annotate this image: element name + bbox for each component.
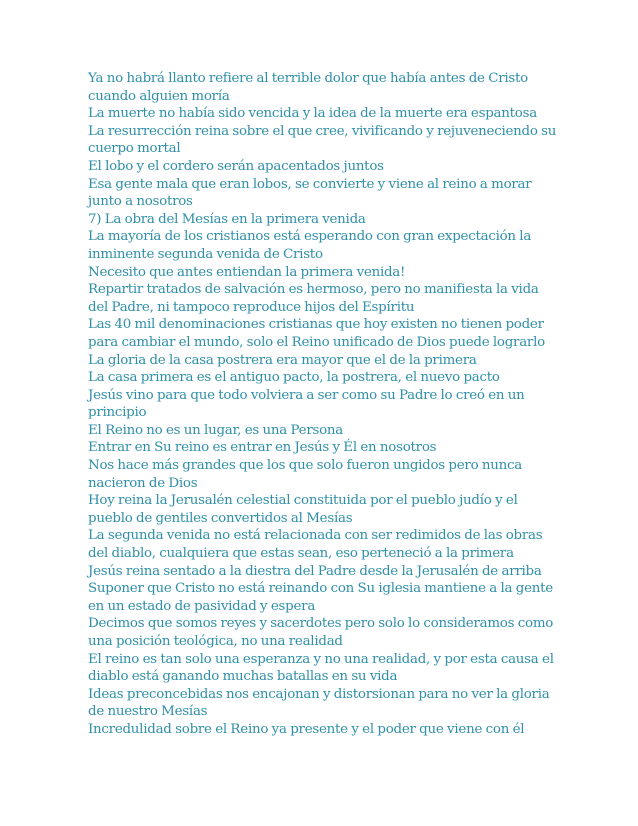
text-line: El reino es tan solo una esperanza y no una realidad, y por esta causa el diablo está ganando muchas batallas en su vida (88, 651, 554, 685)
text-line: Hoy reina la Jerusalén celestial constituida por el pueblo judío y el pueblo de gentiles convertidos al Mesías (88, 493, 518, 526)
text-line: Entrar en Su reino es entrar en Jesús y Él en nosotros (88, 440, 437, 456)
text-line: La muerte no había sido vencida y la idea de la muerte era espantosa (88, 106, 537, 122)
text-line: Decimos que somos reyes y sacerdotes pero solo lo consideramos como una posición teológica, no una realidad (88, 616, 554, 649)
text-line: Repartir tratados de salvación es hermoso, pero no manifiesta la vida del Padre, ni tampoco reproduce hijos del Espíritu (88, 282, 539, 315)
section-heading: 7) La obra del Mesías en la primera venida (88, 211, 366, 227)
text-line: Nos hace más grandes que los que solo fueron ungidos pero nunca nacieron de Dios (88, 458, 523, 491)
text-line: El Reino no es un lugar, es una Persona (88, 422, 344, 438)
text-line: La segunda venida no está relacionada con ser redimidos de las obras del diablo, cualquiera que estas sean, eso perteneció a la primera (88, 528, 543, 562)
document-body (88, 70, 558, 739)
text-line: Ideas preconcebidas nos encajonan y distorsionan para no ver la gloria de nuestro Mesías (88, 686, 550, 720)
text-line: Esa gente mala que eran lobos, se convierte y viene al reino a morar junto a nosotros (88, 176, 532, 210)
text-line: La mayoría de los cristianos está esperando con gran expectación la inminente segunda venida de Cristo (88, 229, 532, 262)
text-line: La resurrección reina sobre el que cree, vivificando y rejuveneciendo su cuerpo mortal (88, 123, 557, 157)
text-line: El lobo y el cordero serán apacentados juntos (88, 158, 384, 174)
text-line: Jesús reina sentado a la diestra del Padre desde la Jerusalén de arriba (88, 563, 542, 579)
text-line: Necesito que antes entiendan la primera venida! (88, 264, 406, 280)
text-line: Incredulidad sobre el Reino ya presente y el poder que viene con él (88, 721, 525, 737)
text-line: Las 40 mil denominaciones cristianas que hoy existen no tienen poder para cambiar el mundo, solo el Reino unificado de Dios puede lograrlo (88, 317, 545, 350)
text-line: Suponer que Cristo no está reinando con Su iglesia mantiene a la gente en un estado de pasividad y espera (88, 581, 553, 614)
text-line: Ya no habrá llanto refiere al terrible dolor que había antes de Cristo cuando alguien moría (88, 71, 528, 104)
text-line: La casa primera es el antiguo pacto, la postrera, el nuevo pacto (88, 370, 500, 386)
text-line: Jesús vino para que todo volviera a ser como su Padre lo creó en un principio (88, 387, 525, 421)
text-line: La gloria de la casa postrera era mayor que el de la primera (88, 352, 477, 368)
